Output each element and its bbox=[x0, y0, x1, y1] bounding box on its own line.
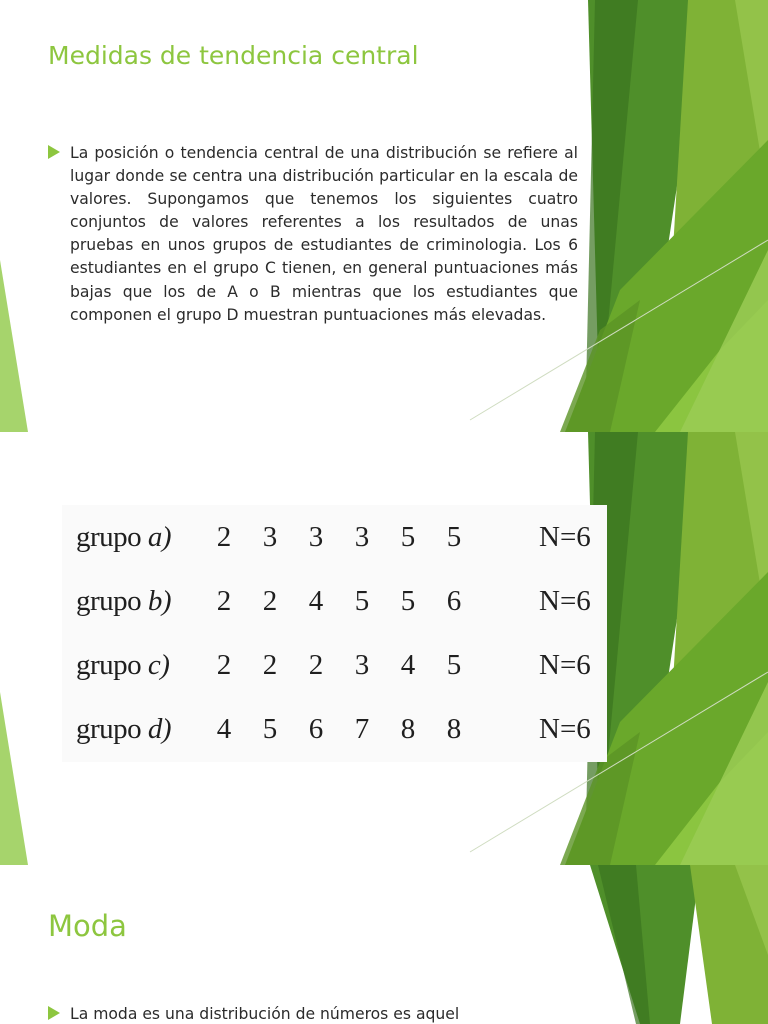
value-cell: 4 bbox=[216, 713, 232, 746]
group-word: grupo bbox=[76, 520, 142, 553]
green-decoration bbox=[0, 865, 768, 1024]
slide-3 bbox=[0, 865, 768, 1024]
value-cell: 4 bbox=[308, 584, 324, 617]
group-letter: c) bbox=[147, 649, 170, 682]
value-cell: 8 bbox=[446, 713, 462, 746]
value-cell: 2 bbox=[262, 584, 278, 617]
group-label bbox=[62, 698, 201, 762]
value-cell: 6 bbox=[308, 713, 324, 746]
group-letter: d) bbox=[147, 713, 172, 746]
bullet-item bbox=[48, 142, 578, 327]
value-cell: 3 bbox=[354, 520, 370, 553]
value-cell: 3 bbox=[308, 520, 324, 553]
value-cell: 6 bbox=[446, 584, 462, 617]
bullet-item bbox=[48, 1003, 578, 1024]
group-word: grupo bbox=[76, 649, 142, 682]
n-cell: N=6 bbox=[539, 520, 591, 553]
value-cell: 7 bbox=[354, 713, 370, 746]
value-cell: 2 bbox=[216, 520, 232, 553]
bullet-text: La moda es una distribución de números es aquel bbox=[70, 1005, 460, 1023]
slide-2 bbox=[0, 432, 768, 865]
group-letter: a) bbox=[147, 520, 172, 553]
n-cell: N=6 bbox=[539, 584, 591, 617]
value-cell: 5 bbox=[446, 649, 462, 682]
group-label bbox=[62, 634, 201, 698]
table-row bbox=[62, 698, 607, 762]
bullet-text: La posición o tendencia central de una distribución se refiere al lugar donde se centra una distribución particular en la escala de valores. Supongamos que tenemos los siguientes cuatro conjuntos de valores referentes a los resultados de unas pruebas en unos grupos de estudiantes de criminologia. Los 6 estudiantes en el grupo C tienen, en general puntuaciones más bajas que los de A o B mientras que los estudiantes que componen el grupo D muestran puntuaciones más elevadas. bbox=[70, 144, 578, 324]
slide-1 bbox=[0, 0, 768, 432]
value-cell: 5 bbox=[400, 520, 416, 553]
table-row bbox=[62, 569, 607, 633]
value-cell: 5 bbox=[262, 713, 278, 746]
value-cell: 3 bbox=[262, 520, 278, 553]
group-word: grupo bbox=[76, 584, 142, 617]
value-cell: 2 bbox=[262, 649, 278, 682]
group-letter: b) bbox=[147, 584, 172, 617]
bullet-arrow-icon bbox=[48, 145, 60, 159]
n-cell: N=6 bbox=[539, 649, 591, 682]
table-row bbox=[62, 505, 607, 569]
slide-title: Medidas de tendencia central bbox=[48, 41, 419, 70]
value-cell: 4 bbox=[400, 649, 416, 682]
value-cell: 2 bbox=[216, 584, 232, 617]
value-cell: 8 bbox=[400, 713, 416, 746]
value-cell: 5 bbox=[354, 584, 370, 617]
slide-title: Moda bbox=[48, 909, 127, 943]
value-cell: 3 bbox=[354, 649, 370, 682]
bullet-arrow-icon bbox=[48, 1006, 60, 1020]
value-cell: 2 bbox=[216, 649, 232, 682]
value-cell: 5 bbox=[400, 584, 416, 617]
group-label bbox=[62, 505, 201, 569]
table-row bbox=[62, 634, 607, 698]
values-table bbox=[62, 505, 607, 762]
n-cell: N=6 bbox=[539, 713, 591, 746]
group-word: grupo bbox=[76, 713, 142, 746]
value-cell: 2 bbox=[308, 649, 324, 682]
group-label bbox=[62, 569, 201, 633]
value-cell: 5 bbox=[446, 520, 462, 553]
